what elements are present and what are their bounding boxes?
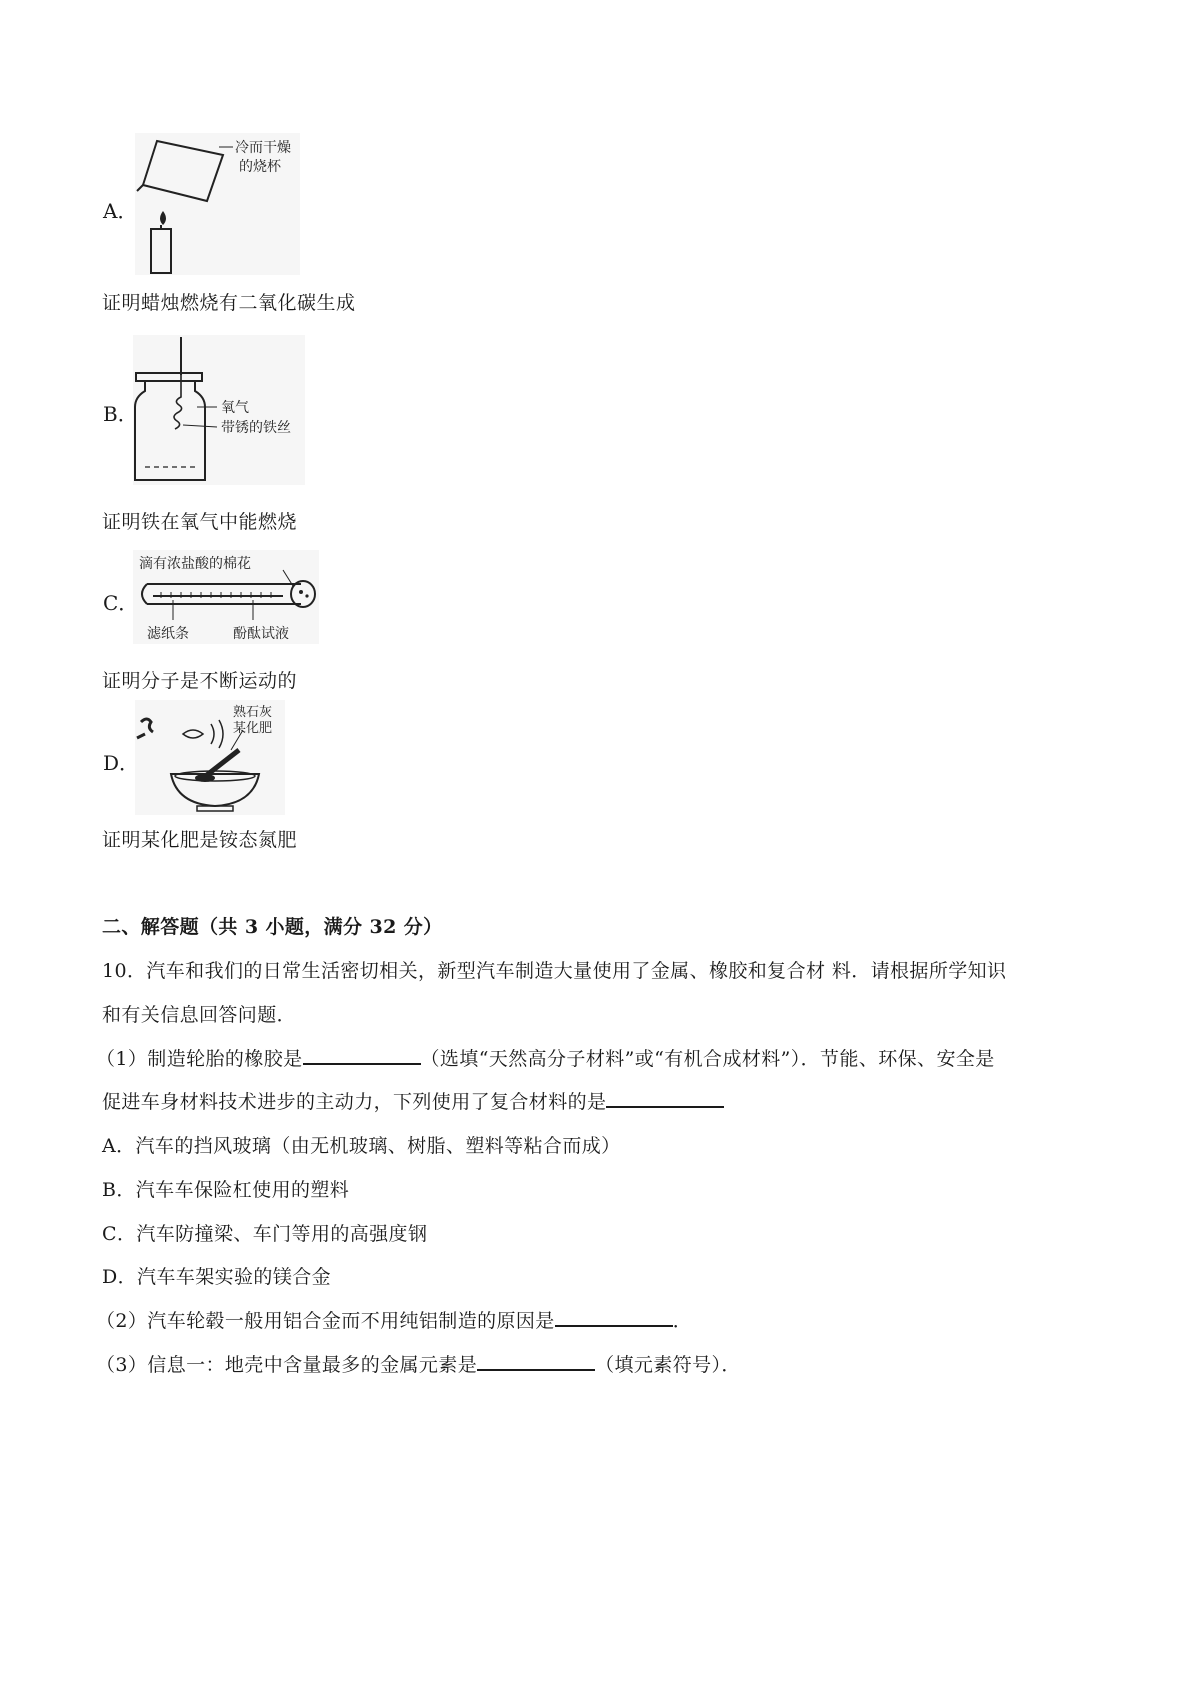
option-b-letter: B． [103,402,138,426]
option-d-label-2: 某化肥 [233,721,273,736]
option-c-letter: C． [103,591,139,615]
part-1-prompt: （1）制造轮胎的橡胶是 [96,1048,303,1070]
part-2-prompt-end: ． [672,1310,693,1332]
part-1-line-2 [102,1087,724,1114]
part-2-prompt: （2）汽车轮毂一般用铝合金而不用纯铝制造的原因是 [96,1310,555,1332]
part-1-answer-blank-1[interactable] [303,1045,421,1065]
option-c-label-2: 滤纸条 [147,626,189,642]
choice-d: D．汽车车架实验的镁合金 [102,1266,332,1288]
option-b-label-2: 带锈的铁丝 [221,420,291,436]
choice-a: A．汽车的挡风玻璃（由无机玻璃、树脂、塑料等粘合而成） [102,1135,621,1157]
option-c-label-3: 酚酞试液 [233,626,289,642]
option-a-figure [135,133,300,275]
choice-b: B．汽车车保险杠使用的塑料 [102,1179,350,1201]
part-2-answer-blank[interactable] [555,1307,673,1327]
question-10-line-2: 和有关信息回答问题． [102,1004,297,1026]
option-d-letter: D． [103,751,140,775]
option-b-label-1: 氧气 [221,400,249,416]
option-b-figure [133,335,305,485]
part-1-answer-blank-2[interactable] [606,1088,724,1108]
section-heading: 二、解答题（共 3 小题，满分 32 分） [102,916,443,938]
option-a-label-2: 的烧杯 [239,159,281,175]
option-d-caption: 证明某化肥是铵态氮肥 [102,829,298,851]
part-3-prompt-end: （填元素符号）． [595,1354,741,1376]
part-1-line [96,1044,995,1071]
part-3-answer-blank[interactable] [477,1351,595,1371]
part-3-prompt: （3）信息一：地壳中含量最多的金属元素是 [96,1354,478,1376]
option-c-label-1: 滴有浓盐酸的棉花 [139,556,251,572]
option-d-figure [135,700,285,815]
option-b-caption: 证明铁在氧气中能燃烧 [102,511,298,533]
choice-c: C．汽车防撞梁、车门等用的高强度钢 [102,1223,428,1245]
option-d-label-1: 熟石灰 [233,705,273,720]
part-1-prompt-end: （选填“天然高分子材料”或“有机合成材料”）．节能、环保、安全是 [420,1048,995,1070]
question-10-line-1: 10．汽车和我们的日常生活密切相关，新型汽车制造大量使用了金属、橡胶和复合材 料．请根据所学知识 [102,960,1007,982]
part-3-line [96,1350,741,1377]
option-c-caption: 证明分子是不断运动的 [102,670,298,692]
part-1-prompt-2: 促进车身材料技术进步的主动力，下列使用了复合材料的是 [102,1091,607,1113]
option-c-figure [133,550,319,644]
option-a-caption: 证明蜡烛燃烧有二氧化碳生成 [102,292,356,314]
option-a-label-1: 冷而干燥 [235,140,291,156]
option-a-letter: A． [103,199,138,223]
part-2-line [96,1306,692,1333]
